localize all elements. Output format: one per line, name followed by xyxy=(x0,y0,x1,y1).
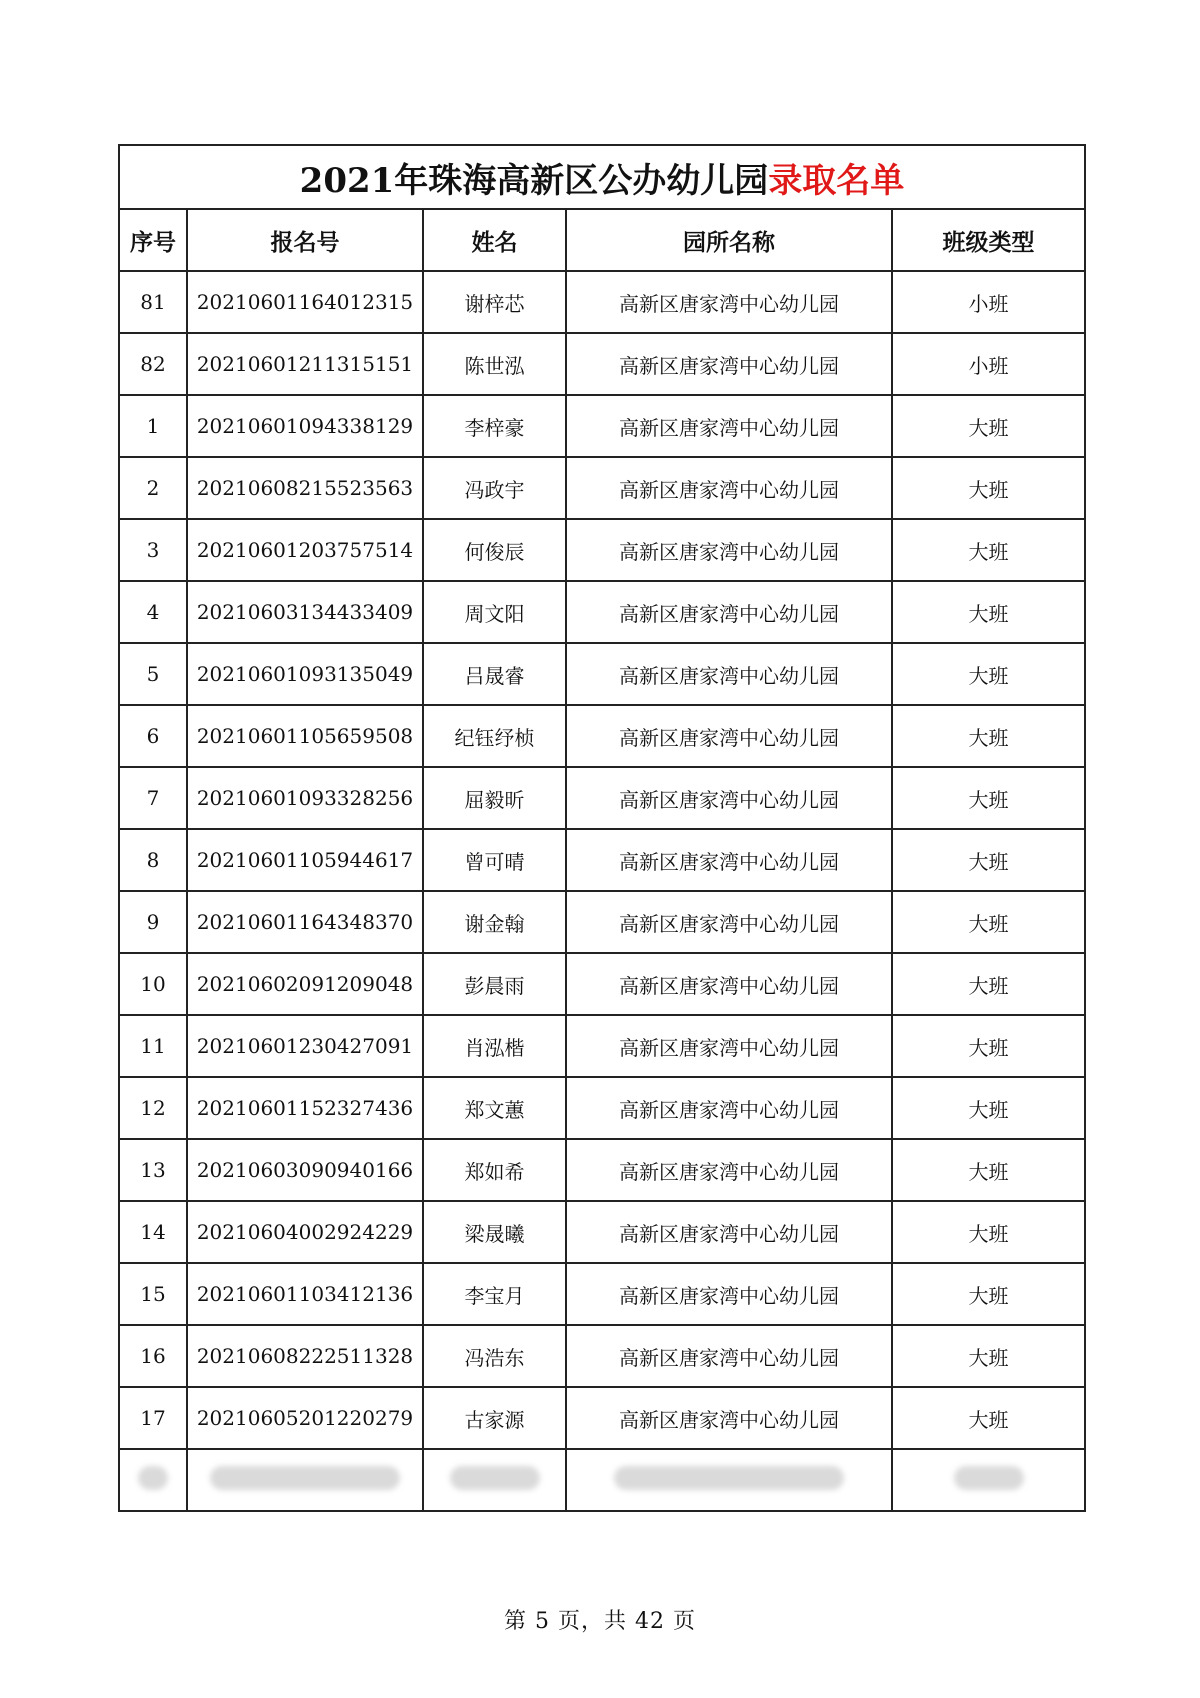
cell-reg-no: 20210608215523563 xyxy=(187,457,423,519)
cell-class-type: 小班 xyxy=(892,333,1085,395)
cell-index: 3 xyxy=(119,519,187,581)
table-row xyxy=(119,1201,1085,1263)
table-row xyxy=(119,519,1085,581)
table-title xyxy=(119,145,1085,209)
cell-index: 2 xyxy=(119,457,187,519)
cell-class-type: 大班 xyxy=(892,519,1085,581)
title-highlight: 录取名单 xyxy=(768,160,905,201)
cell-index: 10 xyxy=(119,953,187,1015)
cell-kindergarten: 高新区唐家湾中心幼儿园 xyxy=(566,953,892,1015)
cell-reg-no: 20210605201220279 xyxy=(187,1387,423,1449)
cell-reg-no: 20210601152327436 xyxy=(187,1077,423,1139)
cell-name: 谢金翰 xyxy=(423,891,566,953)
table-row xyxy=(119,953,1085,1015)
cell-class-type: 小班 xyxy=(892,271,1085,333)
redacted-cell xyxy=(566,1449,892,1511)
table-row xyxy=(119,1325,1085,1387)
cell-class-type: 大班 xyxy=(892,1015,1085,1077)
cell-kindergarten: 高新区唐家湾中心幼儿园 xyxy=(566,1015,892,1077)
cell-reg-no: 20210601105659508 xyxy=(187,705,423,767)
cell-index: 15 xyxy=(119,1263,187,1325)
cell-kindergarten: 高新区唐家湾中心幼儿园 xyxy=(566,1077,892,1139)
title-main: 2021年珠海高新区公办幼儿园 xyxy=(299,160,769,201)
cell-name: 纪钰纾桢 xyxy=(423,705,566,767)
admission-list-table xyxy=(118,144,1086,1512)
header-cell-name: 姓名 xyxy=(423,209,566,271)
table-row xyxy=(119,1387,1085,1449)
cell-reg-no: 20210604002924229 xyxy=(187,1201,423,1263)
cell-index: 5 xyxy=(119,643,187,705)
redacted-cell xyxy=(423,1449,566,1511)
cell-reg-no: 20210601164348370 xyxy=(187,891,423,953)
cell-name: 谢梓芯 xyxy=(423,271,566,333)
cell-index: 82 xyxy=(119,333,187,395)
cell-index: 1 xyxy=(119,395,187,457)
cell-reg-no: 20210601094338129 xyxy=(187,395,423,457)
page-footer: 第 5 页，共 42 页 xyxy=(504,1609,696,1634)
cell-index: 9 xyxy=(119,891,187,953)
cell-name: 彭晨雨 xyxy=(423,953,566,1015)
cell-name: 李梓豪 xyxy=(423,395,566,457)
cell-class-type: 大班 xyxy=(892,953,1085,1015)
cell-class-type: 大班 xyxy=(892,1077,1085,1139)
table-row xyxy=(119,705,1085,767)
cell-kindergarten: 高新区唐家湾中心幼儿园 xyxy=(566,457,892,519)
table-row xyxy=(119,271,1085,333)
cell-name: 冯浩东 xyxy=(423,1325,566,1387)
cell-index: 17 xyxy=(119,1387,187,1449)
cell-class-type: 大班 xyxy=(892,395,1085,457)
cell-name: 吕晟睿 xyxy=(423,643,566,705)
cell-class-type: 大班 xyxy=(892,581,1085,643)
cell-name: 梁晟曦 xyxy=(423,1201,566,1263)
redacted-cell xyxy=(187,1449,423,1511)
cell-kindergarten: 高新区唐家湾中心幼儿园 xyxy=(566,581,892,643)
table-row xyxy=(119,643,1085,705)
cell-class-type: 大班 xyxy=(892,1325,1085,1387)
cell-reg-no: 20210608222511328 xyxy=(187,1325,423,1387)
cell-reg-no: 20210601164012315 xyxy=(187,271,423,333)
cell-name: 冯政宇 xyxy=(423,457,566,519)
cell-reg-no: 20210603090940166 xyxy=(187,1139,423,1201)
cell-reg-no: 20210601230427091 xyxy=(187,1015,423,1077)
cell-name: 郑如希 xyxy=(423,1139,566,1201)
cell-class-type: 大班 xyxy=(892,457,1085,519)
cell-index: 8 xyxy=(119,829,187,891)
cell-kindergarten: 高新区唐家湾中心幼儿园 xyxy=(566,1139,892,1201)
cell-reg-no: 20210601093135049 xyxy=(187,643,423,705)
cell-index: 11 xyxy=(119,1015,187,1077)
cell-kindergarten: 高新区唐家湾中心幼儿园 xyxy=(566,1263,892,1325)
cell-reg-no: 20210602091209048 xyxy=(187,953,423,1015)
cell-name: 屈毅昕 xyxy=(423,767,566,829)
cell-reg-no: 20210601093328256 xyxy=(187,767,423,829)
cell-index: 6 xyxy=(119,705,187,767)
table-row xyxy=(119,395,1085,457)
cell-name: 周文阳 xyxy=(423,581,566,643)
cell-name: 肖泓楷 xyxy=(423,1015,566,1077)
cell-class-type: 大班 xyxy=(892,705,1085,767)
cell-kindergarten: 高新区唐家湾中心幼儿园 xyxy=(566,1325,892,1387)
cell-index: 16 xyxy=(119,1325,187,1387)
cell-kindergarten: 高新区唐家湾中心幼儿园 xyxy=(566,829,892,891)
cell-reg-no: 20210603134433409 xyxy=(187,581,423,643)
table-row xyxy=(119,1077,1085,1139)
cell-reg-no: 20210601203757514 xyxy=(187,519,423,581)
cell-kindergarten: 高新区唐家湾中心幼儿园 xyxy=(566,643,892,705)
cell-kindergarten: 高新区唐家湾中心幼儿园 xyxy=(566,891,892,953)
cell-name: 古家源 xyxy=(423,1387,566,1449)
cell-kindergarten: 高新区唐家湾中心幼儿园 xyxy=(566,1387,892,1449)
table-row xyxy=(119,581,1085,643)
cell-reg-no: 20210601105944617 xyxy=(187,829,423,891)
cell-name: 何俊辰 xyxy=(423,519,566,581)
header-cell-kindergarten: 园所名称 xyxy=(566,209,892,271)
table-row xyxy=(119,333,1085,395)
header-cell-index: 序号 xyxy=(119,209,187,271)
table-row xyxy=(119,829,1085,891)
cell-reg-no: 20210601103412136 xyxy=(187,1263,423,1325)
cell-name: 曾可晴 xyxy=(423,829,566,891)
table-row xyxy=(119,1139,1085,1201)
cell-index: 81 xyxy=(119,271,187,333)
table-row xyxy=(119,1015,1085,1077)
cell-class-type: 大班 xyxy=(892,767,1085,829)
cell-index: 7 xyxy=(119,767,187,829)
cell-index: 4 xyxy=(119,581,187,643)
cell-kindergarten: 高新区唐家湾中心幼儿园 xyxy=(566,1201,892,1263)
cell-class-type: 大班 xyxy=(892,891,1085,953)
cell-kindergarten: 高新区唐家湾中心幼儿园 xyxy=(566,333,892,395)
cell-name: 李宝月 xyxy=(423,1263,566,1325)
cell-class-type: 大班 xyxy=(892,1263,1085,1325)
cell-reg-no: 20210601211315151 xyxy=(187,333,423,395)
redacted-cell xyxy=(892,1449,1085,1511)
header-row xyxy=(119,209,1085,271)
cell-class-type: 大班 xyxy=(892,1201,1085,1263)
cell-class-type: 大班 xyxy=(892,1139,1085,1201)
cell-kindergarten: 高新区唐家湾中心幼儿园 xyxy=(566,705,892,767)
cell-kindergarten: 高新区唐家湾中心幼儿园 xyxy=(566,519,892,581)
redacted-cell xyxy=(119,1449,187,1511)
table-row xyxy=(119,891,1085,953)
cell-kindergarten: 高新区唐家湾中心幼儿园 xyxy=(566,271,892,333)
cell-index: 14 xyxy=(119,1201,187,1263)
redacted-row xyxy=(119,1449,1085,1511)
table-row xyxy=(119,1263,1085,1325)
table-body xyxy=(119,271,1085,1449)
header-cell-class-type: 班级类型 xyxy=(892,209,1085,271)
cell-class-type: 大班 xyxy=(892,829,1085,891)
cell-class-type: 大班 xyxy=(892,643,1085,705)
cell-name: 陈世泓 xyxy=(423,333,566,395)
cell-kindergarten: 高新区唐家湾中心幼儿园 xyxy=(566,395,892,457)
cell-index: 13 xyxy=(119,1139,187,1201)
table-row xyxy=(119,767,1085,829)
cell-name: 郑文蕙 xyxy=(423,1077,566,1139)
table-row xyxy=(119,457,1085,519)
header-cell-reg-no: 报名号 xyxy=(187,209,423,271)
cell-class-type: 大班 xyxy=(892,1387,1085,1449)
cell-index: 12 xyxy=(119,1077,187,1139)
cell-kindergarten: 高新区唐家湾中心幼儿园 xyxy=(566,767,892,829)
